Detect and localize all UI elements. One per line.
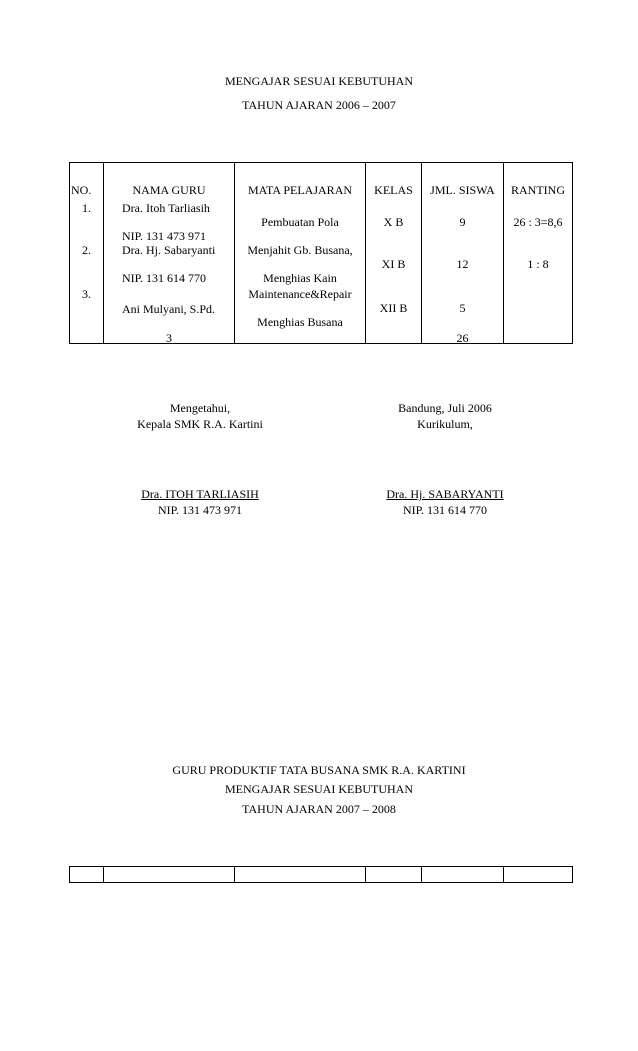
table-row bbox=[70, 867, 573, 883]
guru-total: 3 bbox=[166, 331, 172, 345]
col-guru bbox=[104, 163, 235, 344]
empty-cell bbox=[235, 867, 366, 883]
ranting-item: 26 : 3=8,6 bbox=[513, 215, 563, 229]
col-mapel bbox=[235, 163, 366, 344]
guru-name: Dra. Itoh Tarliasih bbox=[122, 201, 210, 215]
row-no: 2. bbox=[82, 243, 91, 257]
col-siswa bbox=[422, 163, 504, 344]
siswa-item: 9 bbox=[459, 215, 466, 229]
guru-name: Ani Mulyani, S.Pd. bbox=[122, 302, 216, 316]
header-jml-siswa: JML. SISWA bbox=[430, 183, 495, 197]
teacher-table-2006 bbox=[69, 162, 573, 344]
signature-right bbox=[350, 400, 540, 432]
signature-left-nip: NIP. 131 473 971 bbox=[157, 503, 242, 517]
siswa-item: 5 bbox=[459, 301, 466, 315]
kelas-item: X B bbox=[383, 215, 404, 229]
mapel-item: Menghias Kain bbox=[263, 271, 337, 285]
header-nama-guru: NAMA GURU bbox=[132, 183, 206, 197]
section2-title2: MENGAJAR SESUAI KEBUTUHAN bbox=[224, 782, 413, 796]
empty-cell bbox=[366, 867, 422, 883]
signature-left bbox=[110, 400, 290, 432]
header-kelas: KELAS bbox=[374, 183, 413, 197]
kelas-item: XI B bbox=[381, 257, 406, 271]
empty-cell bbox=[504, 867, 573, 883]
header-mata-pelajaran: MATA PELAJARAN bbox=[247, 183, 353, 197]
signature-left-name-block bbox=[110, 486, 290, 518]
col-kelas bbox=[366, 163, 422, 344]
signature-right-name-block bbox=[350, 486, 540, 518]
signature-left-line2: Kepala SMK R.A. Kartini bbox=[137, 417, 263, 431]
mapel-item: Menghias Busana bbox=[257, 315, 343, 329]
empty-cell bbox=[104, 867, 235, 883]
row-no: 1. bbox=[82, 201, 91, 215]
signature-right-name: Dra. Hj. SABARYANTI bbox=[386, 487, 504, 501]
table-row bbox=[70, 163, 573, 344]
kelas-item: XII B bbox=[379, 301, 408, 315]
row-no: 3. bbox=[82, 287, 91, 301]
siswa-total: 26 bbox=[456, 331, 469, 345]
section1-subtitle: TAHUN AJARAN 2006 – 2007 bbox=[242, 98, 396, 112]
empty-cell bbox=[422, 867, 504, 883]
guru-name: Dra. Hj. Sabaryanti bbox=[122, 243, 216, 257]
guru-nip: NIP. 131 614 770 bbox=[122, 271, 207, 285]
signature-right-line2: Kurikulum, bbox=[417, 417, 473, 431]
guru-nip: NIP. 131 473 971 bbox=[122, 229, 207, 243]
col-no bbox=[70, 163, 104, 344]
section2-title1: GURU PRODUKTIF TATA BUSANA SMK R.A. KARTINI bbox=[172, 763, 466, 777]
mapel-item: Pembuatan Pola bbox=[261, 215, 339, 229]
header-ranting: RANTING bbox=[511, 183, 565, 197]
signature-right-line1: Bandung, Juli 2006 bbox=[398, 401, 492, 415]
col-ranting bbox=[504, 163, 573, 344]
siswa-item: 12 bbox=[456, 257, 469, 271]
signature-left-line1: Mengetahui, bbox=[169, 401, 231, 415]
header-no: NO. bbox=[71, 183, 92, 197]
section1-title: MENGAJAR SESUAI KEBUTUHAN bbox=[224, 74, 413, 88]
mapel-item: Menjahit Gb. Busana, bbox=[247, 243, 353, 257]
mapel-item: Maintenance&Repair bbox=[248, 287, 352, 301]
section2-subtitle: TAHUN AJARAN 2007 – 2008 bbox=[242, 802, 396, 816]
signature-left-name: Dra. ITOH TARLIASIH bbox=[141, 487, 259, 501]
ranting-item: 1 : 8 bbox=[527, 257, 549, 271]
teacher-table-2007 bbox=[69, 866, 573, 883]
empty-cell bbox=[70, 867, 104, 883]
signature-right-nip: NIP. 131 614 770 bbox=[402, 503, 487, 517]
